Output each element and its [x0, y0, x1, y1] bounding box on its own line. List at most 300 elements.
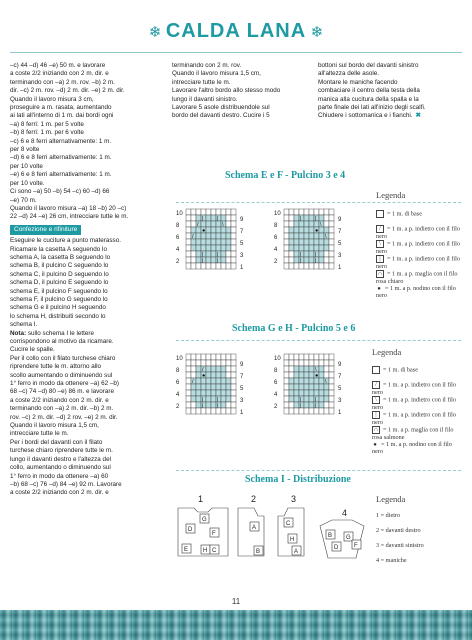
grid-cell: [191, 209, 196, 215]
grid-cell: [319, 372, 324, 378]
intro-paragraph: [10, 62, 160, 222]
grid-cell: [284, 227, 289, 233]
grid-cell: [324, 209, 329, 215]
grid-cell: [196, 263, 201, 269]
grid-cell: [206, 372, 211, 378]
grid-cell: [231, 396, 236, 402]
grid-cell: [221, 408, 226, 414]
grid-cell: [289, 257, 294, 263]
stitch-mark: \: [320, 222, 322, 228]
grid-cell: [329, 402, 334, 408]
grid-cell: [216, 354, 221, 360]
legend-item: [376, 542, 466, 549]
grid-cell: [294, 384, 299, 390]
grid-cell: [206, 408, 211, 414]
text-line: 1° ferro in modo da ottenere –a) 60: [10, 472, 109, 480]
motif-letter: G: [202, 517, 207, 523]
grid-cell: [211, 408, 216, 414]
grid-cell: [196, 233, 201, 239]
grid-cell: [289, 366, 294, 372]
grid-cell: [206, 239, 211, 245]
legend-text: = 1 m. a p. indietro con il filo nero: [376, 240, 460, 255]
stitch-mark: |: [202, 216, 204, 222]
motif-letter: B: [256, 549, 261, 555]
grid-cell: [309, 366, 314, 372]
legend-title: Legenda: [376, 190, 406, 200]
text-line: lungo il davanti sinistro.: [172, 95, 238, 103]
row-tick-label: 9: [338, 362, 342, 368]
stitch-mark: |: [315, 216, 317, 222]
legend-item: [376, 270, 466, 285]
grid-cell: [309, 378, 314, 384]
text-line: collo, aumentando o diminuendo sul: [10, 464, 111, 472]
stitch-mark: ●: [315, 373, 319, 379]
grid-cell: [309, 263, 314, 269]
grid-cell: [294, 245, 299, 251]
grid-cell: [226, 215, 231, 221]
grid-cell: [191, 245, 196, 251]
grid-cell: [216, 390, 221, 396]
grid-cell: [309, 384, 314, 390]
grid-cell: [289, 239, 294, 245]
grid-cell: [294, 366, 299, 372]
text-line: –c) 6 e 8 ferri alternativamente: 1 m.: [10, 137, 112, 145]
grid-cell: [304, 209, 309, 215]
grid-cell: [191, 263, 196, 269]
row-tick-label: 2: [176, 404, 180, 410]
backslash-icon: \: [372, 396, 380, 404]
grid-cell: [309, 239, 314, 245]
stitch-mark: \: [315, 367, 317, 373]
grid-cell: [191, 372, 196, 378]
grid-cell: [294, 378, 299, 384]
grid-cell: [284, 384, 289, 390]
grid-cell: [319, 408, 324, 414]
grid-cell: [221, 251, 226, 257]
stitch-mark: |: [300, 397, 302, 403]
grid-cell: [201, 354, 206, 360]
stitch-mark: |: [217, 397, 219, 403]
grid-cell: [289, 233, 294, 239]
grid-cell: [309, 257, 317, 264]
row-tick-label: 7: [240, 229, 244, 235]
grid-cell: [216, 245, 221, 251]
grid-cell: [211, 372, 216, 378]
stitch-mark: ●: [202, 373, 206, 379]
motif-letter: H: [203, 548, 208, 554]
grid-cell: [231, 366, 236, 372]
row-tick-label: 9: [240, 362, 244, 368]
grid-cell: [196, 390, 201, 396]
text-line: schema G e il pulcino H seguendo: [10, 304, 106, 312]
grid-cell: [319, 390, 324, 396]
grid-cell: [299, 372, 304, 378]
grid-cell: [309, 408, 314, 414]
grid-cell: [299, 227, 304, 233]
grid-cell: [221, 233, 226, 239]
row-tick-label: 4: [274, 247, 278, 253]
grid-cell: [211, 239, 216, 245]
grid-cell: [294, 396, 302, 403]
row-tick-label: 1: [338, 410, 342, 416]
grid-cell: [226, 384, 231, 390]
grid-cell: [329, 257, 334, 263]
grid-cell: [329, 209, 334, 215]
grid-cell: [329, 221, 334, 227]
row-tick-label: 8: [176, 223, 180, 229]
row-tick-label: 3: [338, 398, 342, 404]
legend-item: [376, 557, 466, 564]
grid-cell: [299, 233, 304, 239]
text-line: –e) 70 m.: [10, 196, 37, 204]
grid-cell: [294, 402, 302, 409]
grid-cell: [231, 378, 236, 384]
legend-item: [372, 426, 462, 441]
grid-cell: [221, 354, 226, 360]
row-tick-label: 3: [240, 398, 244, 404]
stitch-mark: \: [325, 379, 327, 385]
grid-cell: [196, 360, 201, 366]
grid-cell: [201, 390, 206, 396]
grid-cell: [186, 360, 191, 366]
text-line: bottoni sul bordo del davanti sinistro: [318, 62, 419, 69]
row-tick-label: 10: [176, 211, 183, 217]
grid-cell: [324, 263, 329, 269]
grid-cell: [319, 209, 324, 215]
legend-item: [376, 210, 466, 218]
grid-cell: [221, 360, 226, 366]
grid-cell: [206, 384, 211, 390]
text-line: a coste 2/2 iniziando con 2 m. dir. e: [10, 396, 109, 404]
piece-number: 4: [342, 508, 348, 518]
grid-cell: [304, 263, 309, 269]
stitch-mark: ●: [202, 228, 206, 234]
dot-icon: ●: [377, 285, 381, 292]
grid-cell: [186, 378, 191, 384]
column3-paragraph: [318, 62, 462, 121]
knit-texture-overlay: [0, 610, 472, 640]
grid-cell: [324, 396, 329, 402]
grid-cell: [294, 372, 299, 378]
text-line: lungo il davanti destro e l'altezza del: [10, 455, 111, 463]
stitch-mark: /: [197, 222, 199, 228]
grid-cell: [221, 366, 226, 372]
grid-cell: [319, 251, 324, 257]
grid-cell: [226, 360, 231, 366]
grid-cell: [221, 378, 226, 384]
stitch-mark: \: [325, 234, 327, 240]
note-label: Nota:: [10, 329, 27, 337]
motif-letter: F: [212, 531, 216, 537]
grid-cell: [314, 390, 319, 396]
grid-cell: [309, 396, 317, 403]
legend-text: 2 = davanti destro: [376, 527, 421, 534]
grid-cell: [196, 239, 201, 245]
legend-text: = 1 m. a p. nodino con il filo nero: [372, 441, 452, 455]
legend-text: = 1 m. a p. indietro con il filo nero: [372, 381, 456, 396]
grid-cell: [186, 396, 191, 402]
legend-text: 3 = davanti sinistro: [376, 542, 424, 549]
text-line: turchese chiaro riprendere tutte le m.: [10, 447, 113, 455]
row-tick-label: 6: [274, 380, 278, 386]
stitch-mark: |: [300, 403, 302, 409]
grid-cell: [329, 239, 334, 245]
grid-cell: [196, 245, 201, 251]
header-divider: [10, 52, 462, 53]
grid-cell: [304, 245, 309, 251]
grid-cell: [299, 239, 304, 245]
schema-i-diagram: [174, 492, 369, 562]
grid-cell: [231, 257, 236, 263]
grid-cell: [211, 378, 216, 384]
grid-cell: [231, 402, 236, 408]
grid-cell: [211, 366, 216, 372]
grid-cell: [284, 390, 289, 396]
grid-cell: [196, 209, 201, 215]
grid-cell: [191, 408, 196, 414]
grid-cell: [289, 251, 294, 257]
grid-cell: [299, 354, 304, 360]
grid-cell: [226, 263, 231, 269]
motif-letter: A: [294, 549, 299, 555]
grid-cell: [284, 354, 289, 360]
text-line: lo schema H, distribuiti secondo lo: [10, 312, 106, 320]
page-number: 11: [231, 597, 241, 606]
stitch-mark: |: [315, 258, 317, 264]
text-line: Ricamare la casetta A seguendo lo: [10, 245, 107, 253]
grid-cell: [206, 227, 211, 233]
grid-cell: [329, 378, 334, 384]
grid-cell: [221, 384, 226, 390]
grid-cell: [284, 251, 289, 257]
grid-cell: [216, 239, 221, 245]
grid-cell: [186, 233, 191, 239]
motif-letter: G: [346, 535, 351, 541]
grid-cell: [201, 239, 206, 245]
grid-cell: [284, 239, 289, 245]
grid-cell: [324, 221, 329, 227]
grid-cell: [289, 396, 294, 402]
grid-cell: [309, 245, 314, 251]
grid-cell: [231, 245, 236, 251]
grid-cell: [191, 402, 196, 408]
grid-cell: [191, 390, 196, 396]
grid-cell: [191, 360, 196, 366]
vertical-bar-icon: |: [372, 411, 380, 419]
grid-cell: [231, 390, 236, 396]
grid-cell: [196, 354, 201, 360]
grid-cell: [309, 390, 314, 396]
grid-cell: [196, 408, 201, 414]
dot-icon: ●: [373, 441, 377, 448]
grid-cell: [304, 396, 309, 402]
grid-cell: [299, 209, 304, 215]
text-column-1: [10, 62, 160, 498]
grid-cell: [304, 360, 309, 366]
text-line: Quando il lavoro misura –a) 18 –b) 20 –c): [10, 204, 127, 212]
grid-cell: [221, 245, 226, 251]
grid-cell: [191, 366, 196, 372]
grid-cell: [206, 209, 211, 215]
grid-cell: [324, 251, 329, 257]
grid-cell: [309, 354, 314, 360]
text-line: Quando il lavoro misura 1,5 cm,: [172, 70, 261, 78]
grid-cell: [324, 402, 329, 408]
grid-cell: [309, 372, 314, 378]
grid-cell: [206, 215, 211, 221]
page-title: CALDA LANA: [165, 20, 307, 42]
stitch-mark: |: [217, 216, 219, 222]
grid-cell: [191, 215, 196, 221]
grid-cell: [201, 245, 206, 251]
grid-cell: [284, 396, 289, 402]
text-line: intrecciare tutte le m.: [172, 78, 231, 86]
grid-cell: [319, 233, 324, 239]
row-tick-label: 1: [240, 265, 244, 271]
text-line: terminando con 2 m. rov.: [172, 62, 242, 69]
grid-cell: [206, 396, 211, 402]
grid-cell: [299, 378, 304, 384]
grid-cell: [211, 354, 216, 360]
motif-letter: H: [290, 537, 295, 543]
grid-cell: [304, 251, 309, 257]
grid-cell: [319, 384, 324, 390]
grid-cell: [319, 257, 324, 263]
schema-gh-title: Schema G e H - Pulcino 5 e 6: [232, 323, 356, 334]
grid-cell: [216, 378, 221, 384]
legend-text: = 1 m. di base: [383, 366, 418, 374]
grid-cell: [186, 366, 191, 372]
text-line: schema B, il pulcino C seguendo lo: [10, 262, 109, 270]
row-tick-label: 6: [274, 235, 278, 241]
grid-cell: [226, 378, 231, 384]
legend-text: = 1 m. a p. maglia con il filo rosa salmone: [372, 426, 454, 441]
grid-cell: [196, 384, 201, 390]
snowflake-icon: ❄: [148, 24, 162, 41]
row-tick-label: 8: [274, 368, 278, 374]
grid-cell: [226, 257, 231, 263]
grid-cell: [191, 251, 196, 257]
grid-cell: [206, 251, 211, 257]
grid-cell: [191, 396, 196, 402]
section-heading: Confezione e rifiniture: [10, 225, 81, 235]
grid-cell: [206, 245, 211, 251]
legend-text: = 1 m. a p. maglia con il filo rosa chiaro: [376, 270, 458, 285]
grid-cell: [299, 360, 304, 366]
text-line: schema C, il pulcino D seguendo lo: [10, 270, 109, 278]
text-line: schema E, il pulcino F seguendo lo: [10, 287, 108, 295]
grid-cell: [304, 372, 309, 378]
legend-item: [372, 411, 462, 426]
legend-text: 1 = dietro: [376, 512, 401, 519]
grid-cell: [319, 378, 324, 384]
stitch-mark: |: [217, 403, 219, 409]
grid-cell: [304, 257, 309, 263]
grid-cell: [314, 354, 319, 360]
grid-cell: [186, 354, 191, 360]
row-tick-label: 5: [338, 386, 342, 392]
text-line: –b) 68 –c) 76 –d) 84 –e) 92 m. Lavorare: [10, 480, 122, 488]
grid-cell: [191, 227, 196, 233]
text-line: schema F, il pulcino G seguendo lo: [10, 295, 108, 303]
motif-letter: A: [252, 525, 257, 531]
stitch-mark: |: [217, 258, 219, 264]
text-line: 1° ferro in modo da ottenere –a) 62 –b): [10, 380, 119, 388]
snowflake-icon: ❄: [310, 24, 324, 41]
grid-cell: [309, 227, 314, 233]
grid-cell: [284, 372, 289, 378]
text-line: Quando il lavoro misura 3 cm,: [10, 95, 94, 103]
grid-cell: [329, 390, 334, 396]
slash-icon: /: [372, 381, 380, 389]
grid-cell: [231, 263, 236, 269]
text-line: Per i bordi del davanti con il filato: [10, 438, 103, 446]
grid-cell: [206, 360, 211, 366]
grid-cell: [289, 221, 294, 227]
grid-cell: [304, 378, 309, 384]
grid-cell: [314, 209, 319, 215]
grid-cell: [206, 263, 211, 269]
grid-cell: [289, 245, 294, 251]
motif-letter: F: [354, 543, 358, 549]
text-line: 22 –d) 24 –e) 26 cm, intrecciare tutte le m.: [10, 213, 129, 221]
text-line: a coste 2/2 iniziando con 2 m. dir. e: [10, 489, 109, 497]
grid-cell: [294, 251, 302, 258]
grid-cell: [289, 390, 294, 396]
grid-cell: [211, 396, 219, 403]
empty-square-icon: [376, 210, 384, 218]
grid-cell: [294, 221, 299, 227]
legend-item: [376, 255, 466, 270]
grid-cell: [196, 372, 201, 378]
grid-cell: [196, 215, 204, 222]
grid-cell: [289, 215, 294, 221]
grid-cell: [196, 366, 201, 372]
schema-ef-title: Schema E e F - Pulcino 3 e 4: [225, 170, 346, 181]
grid-cell: [226, 227, 231, 233]
grid-cell: [226, 396, 231, 402]
row-tick-label: 4: [274, 392, 278, 398]
grid-cell: [216, 372, 221, 378]
grid-cell: [319, 245, 324, 251]
grid-cell: [309, 402, 317, 409]
grid-cell: [211, 233, 216, 239]
stitch-mark: /: [192, 234, 194, 240]
grid-cell: [226, 239, 231, 245]
grid-cell: [329, 372, 334, 378]
grid-cell: [284, 245, 289, 251]
grid-cell: [304, 366, 309, 372]
grid-cell: [329, 408, 334, 414]
text-line: –a) 8 ferri: 1 m. per 5 volte: [10, 120, 84, 128]
grid-cell: [221, 390, 226, 396]
grid-cell: [289, 360, 294, 366]
row-tick-label: 8: [176, 368, 180, 374]
grid-cell: [309, 251, 317, 258]
piece-number: 1: [198, 494, 204, 504]
grid-cell: [226, 390, 231, 396]
text-line: Montare le maniche facendo: [318, 78, 398, 86]
row-tick-label: 5: [240, 386, 244, 392]
grid-cell: [216, 209, 221, 215]
row-tick-label: 3: [338, 253, 342, 259]
grid-cell: [324, 366, 329, 372]
text-line: schema A, la casetta B seguendo lo: [10, 253, 111, 261]
grid-cell: [186, 372, 191, 378]
text-line: a coste 2/2 iniziando con 2 m. dir. e: [10, 70, 109, 78]
row-tick-label: 7: [338, 374, 342, 380]
grid-cell: [304, 390, 309, 396]
